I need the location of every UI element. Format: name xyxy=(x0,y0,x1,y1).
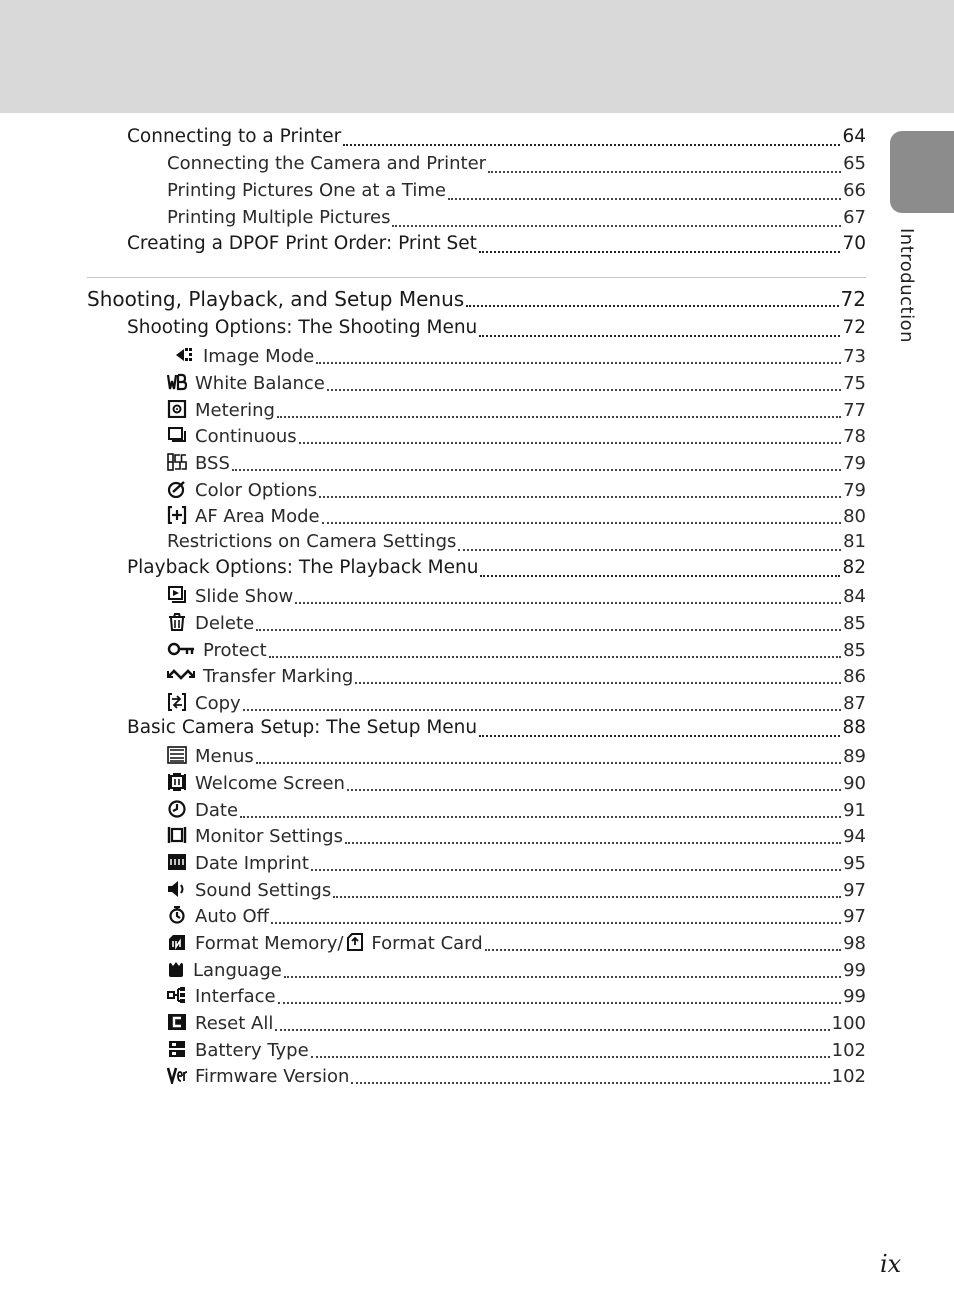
toc-entry-dpof-print-set[interactable] xyxy=(127,233,866,259)
leader-dots xyxy=(485,949,841,951)
toc-entry-printing-one-at-a-time[interactable] xyxy=(167,180,866,206)
toc-entry-page: 87 xyxy=(843,693,866,714)
leader-dots xyxy=(232,469,841,471)
leader-dots xyxy=(479,251,841,253)
toc-entry-monitor-settings[interactable] xyxy=(167,824,866,850)
toc-entry-page: 94 xyxy=(843,826,866,847)
toc-entry-label: Battery Type xyxy=(195,1040,309,1061)
toc-entry-playback-menu[interactable] xyxy=(127,557,866,583)
toc-entry-label: Protect xyxy=(203,640,267,661)
monitor-icon xyxy=(167,826,187,844)
toc-entry-bss[interactable] xyxy=(167,451,866,477)
leader-dots xyxy=(275,1029,829,1031)
date-imprint-icon xyxy=(167,853,187,871)
speaker-icon xyxy=(167,880,187,898)
toc-entry-language[interactable] xyxy=(167,958,866,984)
toc-entry-label: Language xyxy=(193,960,282,981)
leader-dots xyxy=(278,1002,842,1004)
toc-entry-label: Format Memory/ xyxy=(195,933,344,954)
clock-icon xyxy=(167,800,187,818)
toc-entry-label: Playback Options: The Playback Menu xyxy=(127,557,479,578)
toc-entry-shooting-menu[interactable] xyxy=(127,317,866,343)
toc-entry-label: Connecting the Camera and Printer xyxy=(167,153,487,174)
toc-entry-page: 82 xyxy=(842,557,866,578)
toc-entry-label: Interface xyxy=(195,986,276,1007)
leader-dots xyxy=(299,442,841,444)
leader-dots xyxy=(480,575,840,577)
toc-entry-label: Image Mode xyxy=(203,346,315,367)
transfer-icon xyxy=(167,666,195,684)
toc-entry-metering[interactable] xyxy=(167,398,866,424)
leader-dots xyxy=(240,816,841,818)
toc-entry-page: 102 xyxy=(831,1066,866,1087)
leader-dots xyxy=(355,682,841,684)
toc-entry-page: 100 xyxy=(831,1013,866,1034)
welcome-screen-icon xyxy=(167,773,187,791)
leader-dots xyxy=(458,549,841,551)
leader-dots xyxy=(295,602,841,604)
toc-entry-auto-off[interactable] xyxy=(167,904,866,930)
toc-entry-reset-all[interactable] xyxy=(167,1011,866,1037)
toc-entry-interface[interactable] xyxy=(167,984,866,1010)
toc-entry-label: Firmware Version xyxy=(195,1066,350,1087)
toc-entry-color-options[interactable] xyxy=(167,478,866,504)
toc-entry-page: 72 xyxy=(840,287,866,311)
copy-icon xyxy=(167,693,187,711)
leader-dots xyxy=(479,735,840,737)
white-balance-icon xyxy=(167,373,187,391)
leader-dots xyxy=(347,789,841,791)
toc-entry-copy[interactable] xyxy=(167,691,866,717)
leader-dots xyxy=(316,362,841,364)
toc-entry-label: Auto Off xyxy=(195,906,270,927)
battery-icon xyxy=(167,1040,187,1058)
toc-entry-page: 79 xyxy=(843,480,866,501)
toc-entry-label-tail: Format Card xyxy=(371,933,483,954)
toc-entry-menus[interactable] xyxy=(167,744,866,770)
leader-dots xyxy=(466,305,838,307)
slide-show-icon xyxy=(167,586,187,604)
toc-entry-battery-type[interactable] xyxy=(167,1038,866,1064)
toc-entry-page: 81 xyxy=(843,531,866,552)
toc-entry-label: Copy xyxy=(195,693,241,714)
trash-icon xyxy=(167,613,187,631)
toc-entry-page: 89 xyxy=(843,746,866,767)
toc-entry-page: 72 xyxy=(842,317,866,338)
toc-entry-page: 73 xyxy=(843,346,866,367)
toc-entry-page: 97 xyxy=(843,880,866,901)
toc-entry-label: Welcome Screen xyxy=(195,773,345,794)
page-number: ix xyxy=(880,1250,902,1278)
toc-entry-setup-menu[interactable] xyxy=(127,717,866,743)
metering-icon xyxy=(167,400,187,418)
section-tab xyxy=(890,131,954,213)
toc-entry-white-balance[interactable] xyxy=(167,371,866,397)
toc-entry-page: 70 xyxy=(842,233,866,254)
toc-entry-page: 80 xyxy=(843,506,866,527)
leader-dots xyxy=(322,522,842,524)
toc-entry-page: 97 xyxy=(843,906,866,927)
toc-entry-page: 90 xyxy=(843,773,866,794)
toc-entry-label: Date Imprint xyxy=(195,853,309,874)
toc-entry-page: 85 xyxy=(843,640,866,661)
toc-entry-connecting-to-printer[interactable] xyxy=(127,126,866,152)
toc-entry-label: Menus xyxy=(195,746,254,767)
toc-entry-label: Color Options xyxy=(195,480,318,501)
toc-entry-continuous[interactable] xyxy=(167,424,866,450)
af-area-icon xyxy=(167,506,187,524)
toc-entry-label: Restrictions on Camera Settings xyxy=(167,531,457,552)
toc-entry-label: Continuous xyxy=(195,426,297,447)
toc-entry-page: 102 xyxy=(831,1040,866,1061)
toc-entry-format-memory[interactable] xyxy=(167,931,866,957)
interface-icon xyxy=(167,986,187,1004)
toc-entry-delete[interactable] xyxy=(167,611,866,637)
format-card-icon xyxy=(345,933,365,951)
toc-entry-label: Printing Multiple Pictures xyxy=(167,207,391,228)
section-tab-label: Introduction xyxy=(896,228,917,344)
color-options-icon xyxy=(167,480,187,498)
toc-entry-label: Sound Settings xyxy=(195,880,332,901)
toc-entry-page: 78 xyxy=(843,426,866,447)
toc-entry-page: 91 xyxy=(843,800,866,821)
bss-icon xyxy=(167,453,187,471)
toc-entry-page: 95 xyxy=(843,853,866,874)
toc-entry-label: Printing Pictures One at a Time xyxy=(167,180,446,201)
toc-entry-label: Basic Camera Setup: The Setup Menu xyxy=(127,717,478,738)
toc-entry-sound-settings[interactable] xyxy=(167,878,866,904)
header-band xyxy=(0,0,954,113)
leader-dots xyxy=(319,496,841,498)
toc-entry-label: Date xyxy=(195,800,239,821)
toc-entry-label: Shooting, Playback, and Setup Menus xyxy=(87,287,465,311)
toc-entry-transfer-marking[interactable] xyxy=(167,664,866,690)
toc-entry-page: 75 xyxy=(843,373,866,394)
language-icon xyxy=(167,960,185,978)
toc-entry-page: 79 xyxy=(843,453,866,474)
toc-chapter-menus[interactable] xyxy=(87,287,866,313)
toc-entry-label: Reset All xyxy=(195,1013,274,1034)
leader-dots xyxy=(488,171,841,173)
leader-dots xyxy=(256,762,841,764)
toc-entry-af-area-mode[interactable] xyxy=(167,504,866,530)
format-memory-icon xyxy=(167,933,187,951)
toc-entry-page: 66 xyxy=(843,180,866,201)
toc-entry-firmware-version[interactable] xyxy=(167,1064,866,1090)
toc-entry-label: AF Area Mode xyxy=(195,506,320,527)
leader-dots xyxy=(284,976,841,978)
leader-dots xyxy=(271,922,841,924)
toc-entry-connecting-camera-printer[interactable] xyxy=(167,153,866,179)
section-divider xyxy=(87,277,866,278)
leader-dots xyxy=(351,1082,829,1084)
leader-dots xyxy=(343,144,840,146)
leader-dots xyxy=(269,656,841,658)
toc-entry-label: White Balance xyxy=(195,373,325,394)
leader-dots xyxy=(311,869,841,871)
leader-dots xyxy=(327,389,841,391)
toc-entry-page: 99 xyxy=(843,986,866,1007)
toc-entry-page: 84 xyxy=(843,586,866,607)
toc-entry-restrictions[interactable] xyxy=(167,531,866,557)
leader-dots xyxy=(333,896,841,898)
toc-entry-protect[interactable] xyxy=(167,638,866,664)
toc-entry-printing-multiple[interactable] xyxy=(167,207,866,233)
toc-entry-label: Delete xyxy=(195,613,255,634)
toc-entry-welcome-screen[interactable] xyxy=(167,771,866,797)
toc-entry-label: Metering xyxy=(195,400,275,421)
leader-dots xyxy=(479,335,840,337)
toc-entry-label: BSS xyxy=(195,453,230,474)
toc-entry-page: 88 xyxy=(842,717,866,738)
toc-entry-image-mode[interactable] xyxy=(175,344,866,370)
toc-entry-page: 64 xyxy=(842,126,866,147)
leader-dots xyxy=(392,225,841,227)
reset-icon xyxy=(167,1013,187,1031)
toc-entry-page: 98 xyxy=(843,933,866,954)
menu-icon xyxy=(167,746,187,764)
leader-dots xyxy=(256,629,841,631)
toc-entry-date-imprint[interactable] xyxy=(167,851,866,877)
leader-dots xyxy=(345,842,841,844)
leader-dots xyxy=(243,709,841,711)
toc-entry-page: 77 xyxy=(843,400,866,421)
toc-entry-label: Connecting to a Printer xyxy=(127,126,342,147)
leader-dots xyxy=(448,198,841,200)
toc-entry-page: 67 xyxy=(843,207,866,228)
firmware-version-icon xyxy=(167,1066,187,1084)
continuous-icon xyxy=(167,426,187,444)
toc-entry-page: 99 xyxy=(843,960,866,981)
toc-entry-label: Shooting Options: The Shooting Menu xyxy=(127,317,478,338)
leader-dots xyxy=(277,416,841,418)
toc-entry-slide-show[interactable] xyxy=(167,584,866,610)
toc-entry-page: 65 xyxy=(843,153,866,174)
key-icon xyxy=(167,640,195,658)
toc-entry-page: 85 xyxy=(843,613,866,634)
toc-entry-label: Slide Show xyxy=(195,586,294,607)
toc-entry-label: Creating a DPOF Print Order: Print Set xyxy=(127,233,477,254)
toc-entry-page: 86 xyxy=(843,666,866,687)
toc-entry-date[interactable] xyxy=(167,798,866,824)
image-mode-icon xyxy=(175,346,195,364)
toc-entry-label: Transfer Marking xyxy=(203,666,354,687)
leader-dots xyxy=(311,1056,830,1058)
toc-entry-label: Monitor Settings xyxy=(195,826,343,847)
auto-off-icon xyxy=(167,906,187,924)
